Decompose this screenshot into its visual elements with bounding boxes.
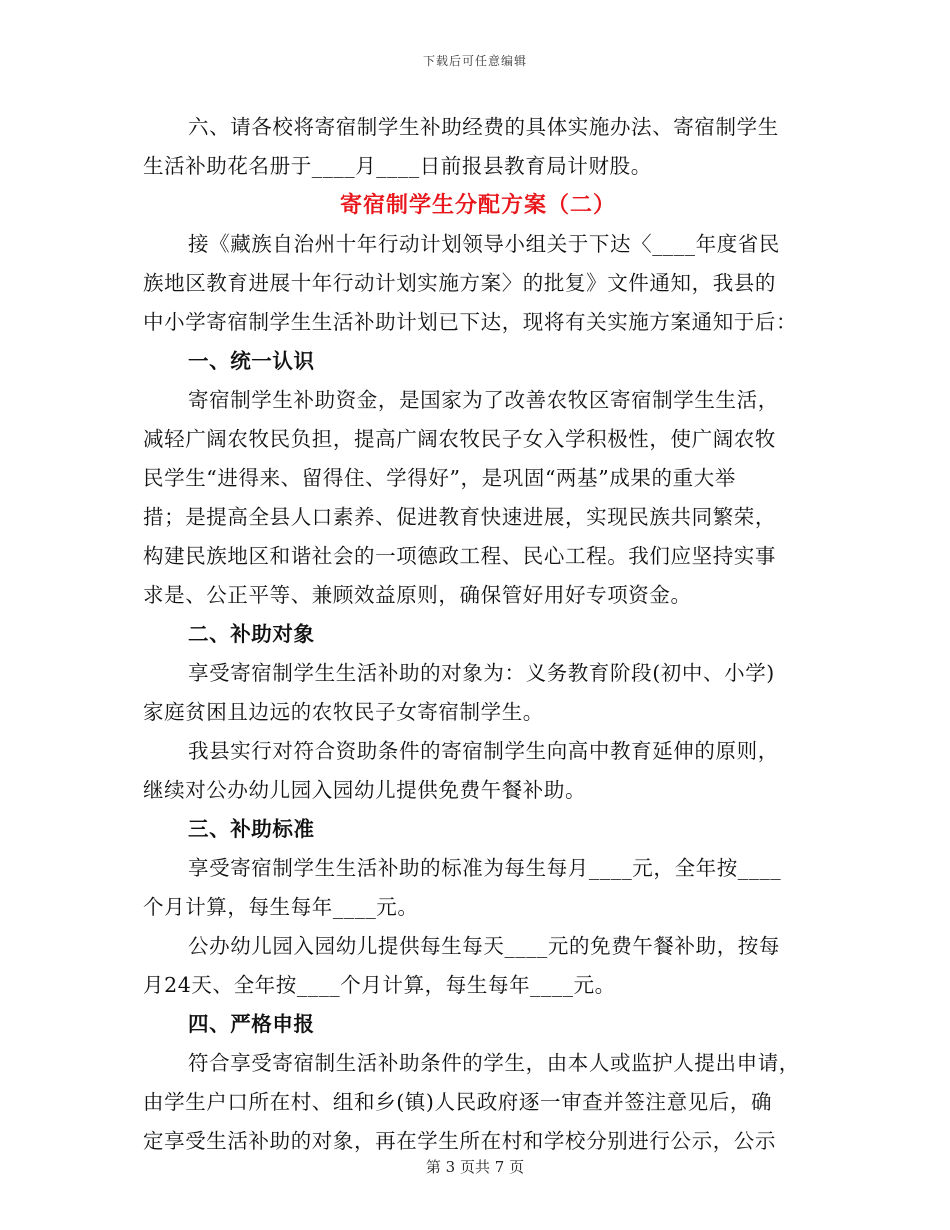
paragraph-line: 由学生户口所在村、组和乡(镇)人民政府逐一审查并签注意见后，确	[143, 1090, 773, 1114]
paragraph-line: 定享受生活补助的对象，再在学生所在村和学校分别进行公示，公示	[143, 1129, 776, 1153]
paragraph-line: 继续对公办幼儿园入园幼儿提供免费午餐补助。	[143, 778, 587, 802]
paragraph-line: 我县实行对符合资助条件的寄宿制学生向高中教育延伸的原则，	[188, 739, 779, 763]
paragraph-line: 享受寄宿制学生生活补助的对象为：义务教育阶段(初中、小学)	[188, 661, 775, 685]
section-heading: 三、补助标准	[188, 817, 315, 841]
document-title: 寄宿制学生分配方案（二）	[339, 192, 616, 218]
paragraph-line: 减轻广阔农牧民负担，提高广阔农牧民子女入学积极性，使广阔农牧	[143, 427, 776, 451]
paragraph-line: 个月计算，每生每年____元。	[143, 895, 419, 919]
paragraph-line: 公办幼儿园入园幼儿提供每生每天____元的免费午餐补助，按每	[188, 934, 780, 958]
paragraph-line: 求是、公正平等、兼顾效益原则，确保管好用好专项资金。	[143, 583, 692, 607]
paragraph-line: 月24天、全年按____个月计算，每生每年____元。	[143, 973, 616, 997]
page-number-footer: 第 3 页共 7 页	[425, 1158, 525, 1176]
paragraph-line: 享受寄宿制学生生活补助的标准为每生每月____元，全年按____	[188, 856, 782, 880]
paragraph-line: 民学生“进得来、留得住、学得好”，是巩固“两基”成果的重大举	[143, 466, 736, 490]
paragraph-line: 族地区教育进展十年行动计划实施方案〉的批复》文件通知，我县的	[143, 271, 776, 295]
paragraph-line: 家庭贫困且边远的农牧民子女寄宿制学生。	[143, 700, 544, 724]
paragraph-line: 六、请各校将寄宿制学生补助经费的具体实施办法、寄宿制学生	[188, 115, 779, 139]
paragraph-line: 中小学寄宿制学生生活补助计划已下达，现将有关实施方案通知于后：	[143, 310, 798, 334]
section-heading: 二、补助对象	[188, 622, 315, 646]
paragraph-line: 生活补助花名册于____月____日前报县教育局计财股。	[143, 154, 652, 178]
paragraph-line: 寄宿制学生补助资金，是国家为了改善农牧区寄宿制学生生活，	[188, 388, 779, 412]
paragraph-line: 构建民族地区和谐社会的一项德政工程、民心工程。我们应坚持实事	[143, 544, 776, 568]
paragraph-line: 接《藏族自治州十年行动计划领导小组关于下达〈____年度省民	[188, 232, 780, 256]
paragraph-line: 符合享受寄宿制生活补助条件的学生，由本人或监护人提出申请，	[188, 1051, 800, 1075]
section-heading: 四、严格申报	[188, 1012, 315, 1036]
section-heading: 一、统一认识	[188, 349, 315, 373]
page-header-note: 下载后可任意编辑	[422, 54, 527, 68]
paragraph-line: 措；是提高全县人口素养、促进教育快速进展，实现民族共同繁荣，	[143, 505, 776, 529]
document-body	[143, 108, 813, 1161]
